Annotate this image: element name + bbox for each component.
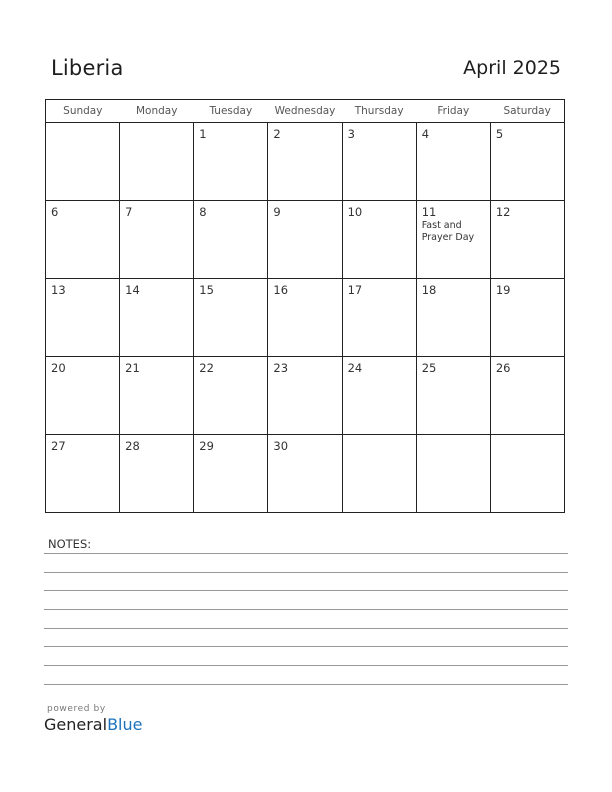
calendar-day-cell <box>268 357 342 435</box>
calendar-day-cell <box>416 435 490 513</box>
calendar-day-cell <box>120 279 194 357</box>
day-number: 24 <box>347 361 363 375</box>
weekday-monday: Monday <box>120 100 194 123</box>
calendar-day-cell <box>268 279 342 357</box>
month-year-title: April 2025 <box>463 57 561 79</box>
calendar-day-cell <box>490 123 564 201</box>
calendar-day-cell <box>490 357 564 435</box>
day-number: 3 <box>347 127 355 141</box>
day-number: 25 <box>421 361 437 375</box>
calendar-day-cell <box>268 201 342 279</box>
weekday-friday: Friday <box>416 100 490 123</box>
day-number: 12 <box>495 205 511 219</box>
notes-line <box>44 684 568 685</box>
calendar-week-row <box>46 435 565 513</box>
day-number: 4 <box>421 127 430 141</box>
calendar-body <box>46 123 565 513</box>
day-number: 6 <box>51 205 59 219</box>
weekday-saturday: Saturday <box>490 100 564 123</box>
day-number: 17 <box>347 283 363 297</box>
day-number: 2 <box>273 127 281 141</box>
weekday-tuesday: Tuesday <box>194 100 268 123</box>
day-number: 14 <box>125 283 140 297</box>
day-number: 10 <box>347 205 363 219</box>
notes-line <box>44 590 568 591</box>
calendar-day-cell <box>416 279 490 357</box>
day-number: 9 <box>273 205 281 219</box>
brand-blue: Blue <box>107 715 143 734</box>
day-number: 19 <box>495 283 511 297</box>
notes-line <box>44 572 568 573</box>
calendar-day-cell <box>46 123 120 201</box>
weekday-thursday: Thursday <box>342 100 416 123</box>
brand-logo <box>44 704 142 734</box>
calendar-week-row <box>46 201 565 279</box>
day-number: 18 <box>421 283 437 297</box>
day-number: 15 <box>199 283 214 297</box>
day-number: 29 <box>199 439 214 453</box>
calendar-grid <box>45 99 565 513</box>
notes-line <box>44 646 568 647</box>
day-number: 21 <box>125 361 140 375</box>
calendar-day-cell <box>490 201 564 279</box>
notes-line <box>44 609 568 610</box>
notes-line <box>44 628 568 629</box>
calendar-day-cell <box>342 201 416 279</box>
weekday-header-row <box>46 100 565 123</box>
calendar-day-cell <box>120 201 194 279</box>
calendar-day-cell <box>46 279 120 357</box>
day-number: 23 <box>273 361 289 375</box>
calendar-day-cell <box>342 123 416 201</box>
brand-name <box>44 715 142 734</box>
day-number: 1 <box>199 127 207 141</box>
day-number: 26 <box>495 361 511 375</box>
calendar-day-cell <box>194 357 268 435</box>
calendar-day-cell <box>416 357 490 435</box>
calendar-day-cell <box>268 123 342 201</box>
calendar-day-cell <box>120 123 194 201</box>
calendar-day-cell <box>342 435 416 513</box>
day-number: 20 <box>51 361 66 375</box>
calendar-day-cell <box>268 435 342 513</box>
calendar-week-row <box>46 123 565 201</box>
day-number: 28 <box>125 439 140 453</box>
calendar-day-cell <box>416 201 490 279</box>
calendar-day-cell <box>490 279 564 357</box>
holiday-label: Fast and Prayer Day <box>421 220 475 243</box>
day-number: 22 <box>199 361 214 375</box>
notes-label: NOTES: <box>48 537 92 551</box>
brand-general: General <box>44 715 108 734</box>
day-number: 5 <box>495 127 504 141</box>
calendar-day-cell <box>120 357 194 435</box>
calendar-day-cell <box>342 279 416 357</box>
country-title: Liberia <box>51 56 124 80</box>
calendar-day-cell <box>342 357 416 435</box>
calendar-day-cell <box>194 123 268 201</box>
day-number: 11 <box>421 205 437 219</box>
weekday-sunday: Sunday <box>46 100 120 123</box>
calendar-day-cell <box>46 435 120 513</box>
notes-line <box>44 553 568 554</box>
calendar-week-row <box>46 357 565 435</box>
calendar-day-cell <box>194 435 268 513</box>
day-number: 16 <box>273 283 289 297</box>
calendar-week-row <box>46 279 565 357</box>
day-number: 7 <box>125 205 133 219</box>
powered-by-text: powered by <box>47 704 106 714</box>
calendar-day-cell <box>194 279 268 357</box>
day-number: 30 <box>273 439 289 453</box>
day-number: 8 <box>199 205 207 219</box>
calendar-day-cell <box>490 435 564 513</box>
calendar-day-cell <box>46 201 120 279</box>
calendar-day-cell <box>120 435 194 513</box>
day-number: 13 <box>51 283 66 297</box>
calendar-day-cell <box>46 357 120 435</box>
weekday-wednesday: Wednesday <box>268 100 342 123</box>
notes-line <box>44 665 568 666</box>
day-number: 27 <box>51 439 66 453</box>
calendar-day-cell <box>194 201 268 279</box>
calendar-day-cell <box>416 123 490 201</box>
